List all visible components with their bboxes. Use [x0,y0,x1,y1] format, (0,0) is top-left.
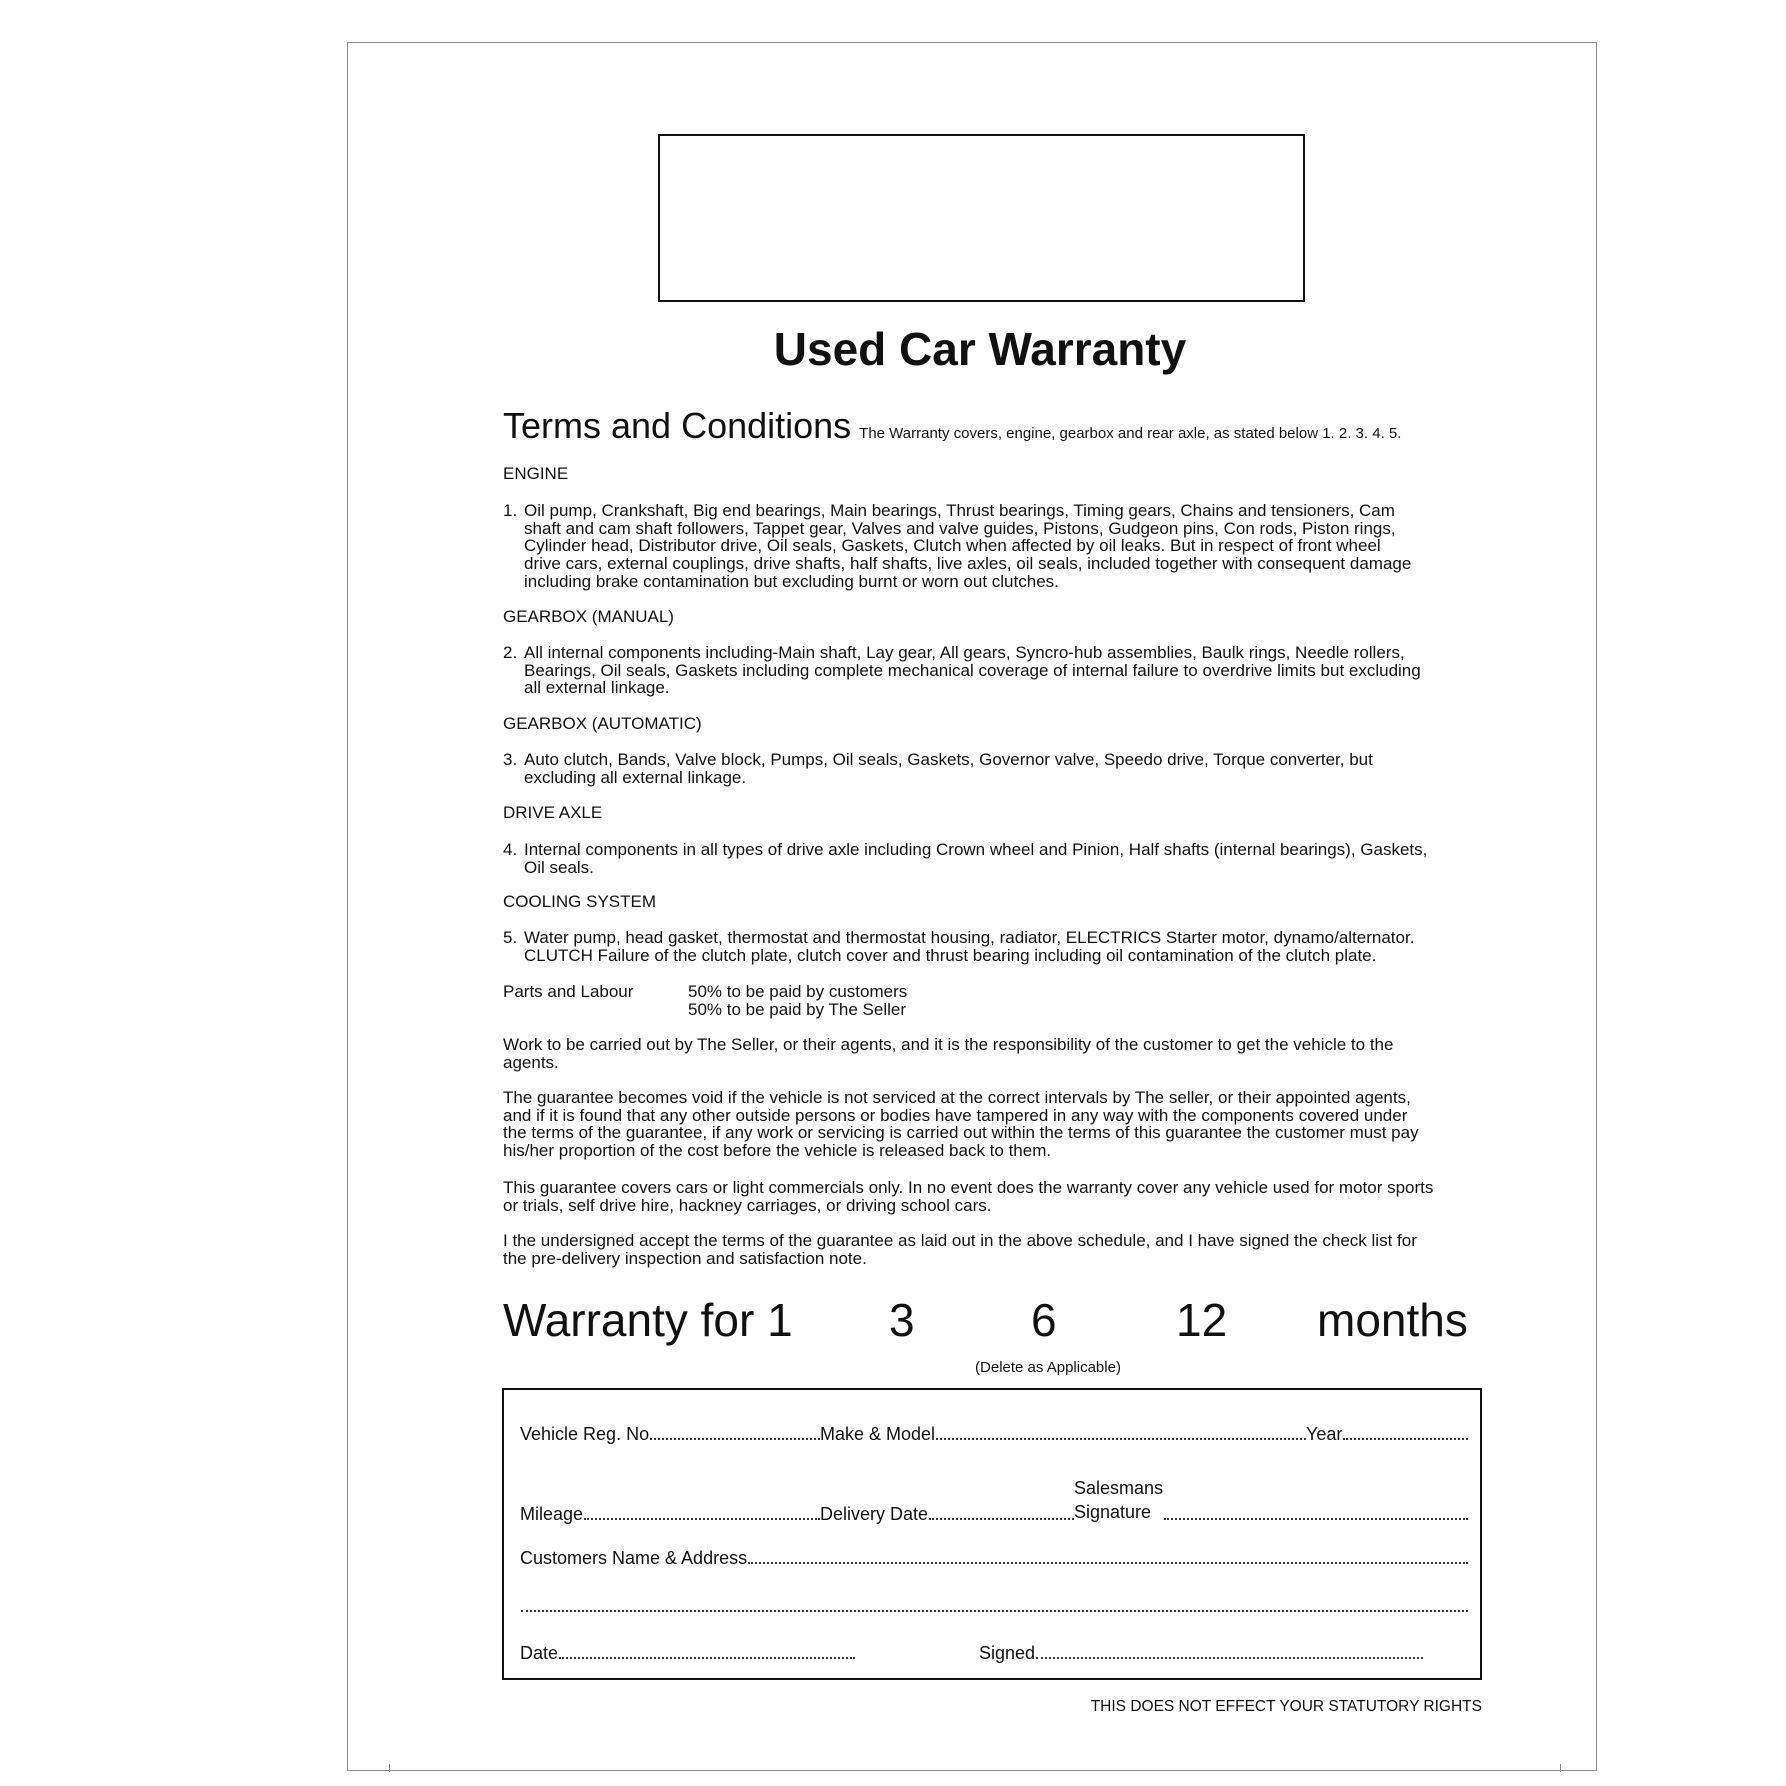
dot-leader [1036,1657,1423,1659]
item-number: 4. [503,840,518,859]
section-item [503,841,1427,876]
customer-label: Customers Name & Address [520,1548,748,1568]
text-line: all external linkage. [524,678,670,698]
form-row-customer [520,1548,1468,1568]
text-line: CLUTCH Failure of the clutch plate, clutch cover and thrust bearing including oil contamination of the clutch plate. [524,945,1377,965]
vehicle-reg-field[interactable] [520,1424,820,1444]
text-line: his/her proportion of the cost before the vehicle is released back to them. [503,1141,1052,1161]
section-heading: ENGINE [503,464,569,483]
item-number: 5. [503,928,518,947]
warranty-prefix: Warranty for 1 [503,1294,793,1346]
date-field[interactable] [520,1643,855,1663]
text-line: or trials, self drive hire, hackney carriages, or driving school cars. [503,1195,992,1215]
text-line: The guarantee becomes void if the vehicle is not serviced at the correct intervals by The seller, or their appointed agents, [503,1088,1411,1107]
section-item [503,502,1411,591]
warranty-option-12: 12 [1176,1294,1228,1346]
customer-name-address-field[interactable] [520,1548,1468,1568]
text-line: Water pump, head gasket, thermostat and thermostat housing, radiator, ELECTRICS Starter motor, dynamo/alternator. [524,928,1415,947]
text-line: drive cars, external couplings, drive shafts, half shafts, live axles, oil seals, included together with consequent damage [524,554,1412,574]
text-line: agents. [503,1052,559,1072]
parts-labour-label: Parts and Labour [503,982,634,1001]
parts-labour-values [688,983,907,1018]
form-row-mileage [520,1476,1468,1524]
salesman-signature-field[interactable] [1074,1476,1468,1524]
dot-leader [748,1562,1468,1564]
delivery-date-label: Delivery Date [820,1504,929,1524]
statutory-rights-note: THIS DOES NOT EFFECT YOUR STATUTORY RIGHTS [1090,1698,1482,1715]
form-row-vehicle [520,1424,1468,1444]
mileage-label: Mileage [520,1504,584,1524]
crop-mark [1560,1764,1561,1772]
document-title: Used Car Warranty [773,323,1187,375]
item-text [524,502,1411,591]
section-heading: DRIVE AXLE [503,803,603,822]
dot-leader [1164,1518,1468,1520]
dot-leader [559,1657,855,1659]
signed-field[interactable] [979,1643,1423,1663]
salesmans-text: Salesmans [1074,1478,1164,1498]
salesman-signature-label [1074,1476,1163,1524]
make-model-label: Make & Model [820,1424,936,1444]
text-line: Internal components in all types of drive axle including Crown wheel and Pinion, Half shafts (internal bearings), Gaskets, [524,840,1428,859]
section-item [503,644,1421,697]
text-line: including brake contamination but excluding burnt or worn out clutches. [524,571,1059,591]
dealer-logo-box [658,134,1305,302]
text-line: Bearings, Oil seals, Gaskets including complete mechanical coverage of internal failure to overdrive limits but excluding [524,660,1421,680]
text-line: Cylinder head, Distributor drive, Oil seals, Gaskets, Clutch when affected by oil leaks. But in respect of front wheel [524,536,1381,556]
make-model-field[interactable] [820,1424,1306,1444]
item-text [524,751,1373,786]
warranty-option-6: 6 [1031,1294,1057,1346]
item-text [524,644,1421,697]
text-line: This guarantee covers cars or light commercials only. In no event does the warranty cover any vehicle used for motor sports [503,1178,1434,1197]
delete-note: (Delete as Applicable) [975,1359,1121,1376]
terms-paragraph [503,1232,1417,1267]
dot-leader [650,1438,820,1440]
terms-heading [503,404,1401,456]
section-heading: GEARBOX (MANUAL) [503,607,674,626]
text-line: excluding all external linkage. [524,767,747,787]
dot-leader [1343,1438,1468,1440]
item-number: 3. [503,750,518,769]
item-text [524,841,1427,876]
form-row-address-continued [520,1596,1468,1616]
signature-text: Signature [1074,1502,1152,1522]
dot-leader [936,1438,1306,1440]
terms-title: Terms and Conditions [503,405,852,446]
warranty-suffix: months [1317,1294,1468,1346]
text-line: the terms of the guarantee, if any work or servicing is carried out within the terms of this guarantee the customer must pay [503,1123,1419,1143]
section-item [503,929,1414,964]
text-line: shaft and cam shaft followers, Tappet gear, Valves and valve guides, Pistons, Gudgeon pins, Con rods, Piston rings, [524,518,1396,538]
terms-paragraph [503,1179,1433,1214]
form-row-signoff [520,1643,1423,1663]
section-heading: GEARBOX (AUTOMATIC) [503,714,702,733]
item-text [524,929,1414,964]
text-line: the pre-delivery inspection and satisfaction note. [503,1248,867,1268]
text-line: Oil seals. [524,857,594,877]
section-item [503,751,1373,786]
signed-label: Signed [979,1643,1036,1663]
text-line: All internal components including-Main shaft, Lay gear, All gears, Syncro-hub assemblies, Baulk rings, Needle rollers, [524,643,1405,662]
vehicle-details-form [502,1388,1482,1680]
parts-value: 50% to be paid by customers [688,982,908,1001]
address-line-field[interactable] [520,1596,1468,1616]
dot-leader [929,1518,1074,1520]
item-number: 1. [503,501,518,520]
section-heading: COOLING SYSTEM [503,892,657,911]
mileage-field[interactable] [520,1504,820,1524]
terms-paragraph [503,1089,1419,1160]
dot-leader [584,1518,820,1520]
date-label: Date [520,1643,559,1663]
year-field[interactable] [1306,1424,1468,1444]
warranty-option-3: 3 [889,1294,915,1346]
terms-paragraph [503,1036,1393,1071]
terms-intro: The Warranty covers, engine, gearbox and rear axle, as stated below 1. 2. 3. 4. 5. [859,425,1402,442]
text-line: and if it is found that any other outside persons or bodies have tampered in any way with the components covered under [503,1105,1408,1125]
crop-mark [389,1764,390,1772]
year-label: Year [1306,1424,1343,1444]
text-line: I the undersigned accept the terms of the guarantee as laid out in the above schedule, and I have signed the check list for [503,1231,1417,1250]
text-line: Auto clutch, Bands, Valve block, Pumps, Oil seals, Gaskets, Governor valve, Speedo drive, Torque converter, but [524,750,1373,769]
item-number: 2. [503,643,518,662]
dot-leader [521,1610,1468,1612]
delivery-date-field[interactable] [820,1504,1074,1524]
text-line: Oil pump, Crankshaft, Big end bearings, Main bearings, Thrust bearings, Timing gears, Chains and tensioners, Cam [524,501,1395,520]
parts-value: 50% to be paid by The Seller [688,999,906,1019]
text-line: Work to be carried out by The Seller, or their agents, and it is the responsibility of the customer to get the vehicle to the [503,1035,1394,1054]
vehicle-reg-label: Vehicle Reg. No [520,1424,650,1444]
